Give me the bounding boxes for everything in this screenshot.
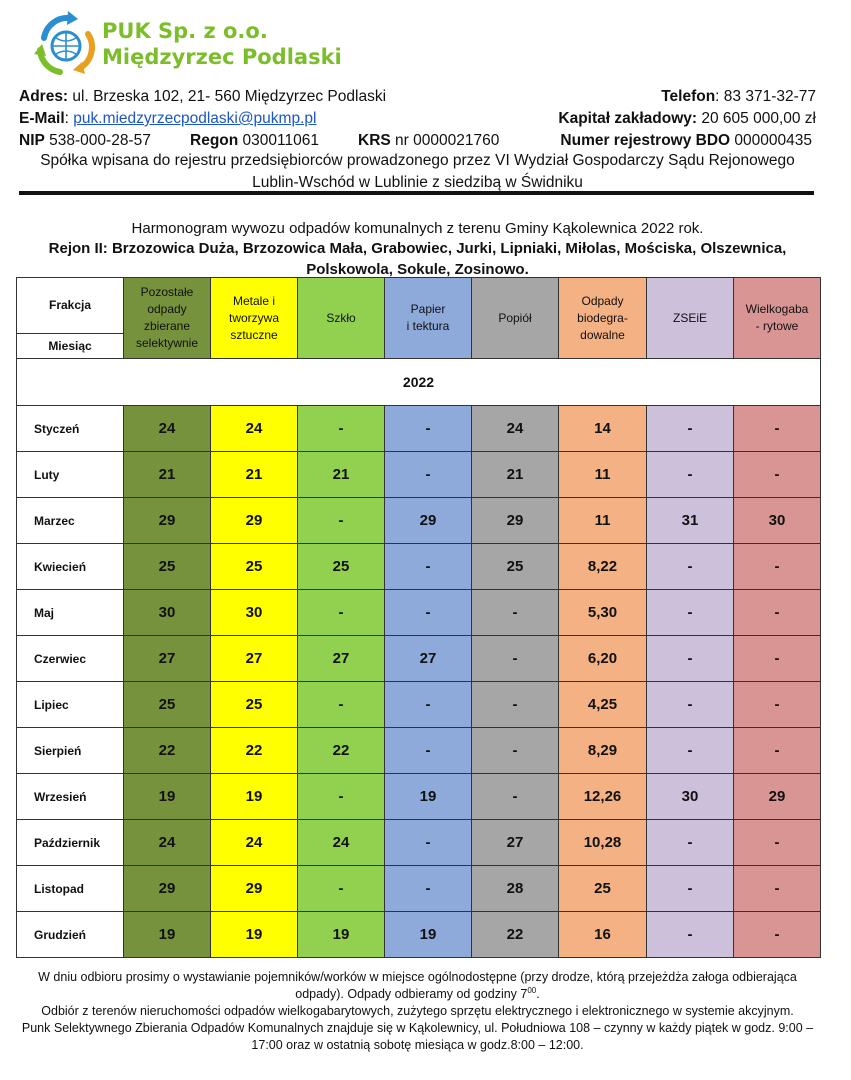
date-cell: - (647, 866, 734, 912)
col-header-zseie (647, 278, 734, 359)
date-cell: 27 (385, 636, 472, 682)
recycle-globe-icon (30, 8, 102, 80)
footer-line-4: Punk Selektywnego Zbierania Odpadów Komunalnych znajduje się w Kąkolewnicy, ul. Południowa 108 – czynny w każdy piątek w godz. 9:00 – (21, 1021, 814, 1035)
date-cell: 8,22 (559, 544, 647, 590)
table-row (17, 590, 821, 636)
date-cell: - (647, 590, 734, 636)
frakcja-label: Frakcja (17, 278, 123, 334)
date-cell: 30 (734, 498, 821, 544)
company-logo (30, 8, 360, 80)
month-cell: Sierpień (17, 728, 124, 774)
bdo-value: 000000435 (730, 132, 812, 149)
date-cell: 14 (559, 406, 647, 452)
date-cell: - (647, 452, 734, 498)
phone-value: : 83 371-32-77 (715, 88, 816, 105)
table-row (17, 406, 821, 452)
col-header-line: ZSEiE (672, 310, 707, 325)
date-cell: 24 (124, 406, 211, 452)
footer-line-2-text: odpady). Odpady odbieramy od godziny 7 (295, 987, 528, 1001)
date-cell: - (734, 682, 821, 728)
table-row (17, 866, 821, 912)
date-cell: - (472, 682, 559, 728)
address-value: ul. Brzeska 102, 21- 560 Międzyrzec Podlaski (68, 88, 387, 105)
date-cell: 29 (385, 498, 472, 544)
footer-line-2-end: . (536, 987, 540, 1001)
date-cell: - (734, 544, 821, 590)
date-cell: 29 (211, 866, 298, 912)
date-cell: 25 (298, 544, 385, 590)
month-cell: Grudzień (17, 912, 124, 958)
month-cell: Październik (17, 820, 124, 866)
miesiac-label: Miesiąc (48, 339, 92, 353)
date-cell: - (647, 682, 734, 728)
month-cell: Kwiecień (17, 544, 124, 590)
date-cell: 30 (647, 774, 734, 820)
date-cell: 22 (298, 728, 385, 774)
date-cell: - (734, 912, 821, 958)
col-header-line: zbierane (143, 319, 191, 333)
table-row (17, 452, 821, 498)
month-cell: Styczeń (17, 406, 124, 452)
registry-line-1: Spółka wpisana do rejestru przedsiębiorców prowadzonego przez VI Wydział Gospodarczy Sądu Rejonowego (40, 152, 795, 169)
regon-label: Regon (190, 132, 239, 149)
regon-value: 030011061 (238, 132, 319, 149)
date-cell: - (734, 452, 821, 498)
date-cell: 25 (211, 544, 298, 590)
date-cell: 19 (124, 774, 211, 820)
table-row (17, 728, 821, 774)
date-cell: 10,28 (559, 820, 647, 866)
date-cell: - (385, 452, 472, 498)
col-header-line: i tektura (406, 319, 450, 333)
col-header-line: biodegra- (577, 310, 628, 325)
date-cell: 22 (211, 728, 298, 774)
col-header-line: - rytowe (755, 319, 799, 333)
date-cell: - (647, 406, 734, 452)
date-cell: 12,26 (559, 774, 647, 820)
footer-notes (19, 969, 816, 1054)
date-cell: - (472, 590, 559, 636)
date-cell: 4,25 (559, 682, 647, 728)
col-header-line: selektywnie (135, 336, 199, 350)
date-cell: - (298, 774, 385, 820)
date-cell: - (647, 912, 734, 958)
date-cell: 27 (124, 636, 211, 682)
col-header-biodegradowalne (559, 278, 647, 359)
table-row (17, 912, 821, 958)
nip-value: 538-000-28-57 (44, 132, 151, 149)
date-cell: - (385, 820, 472, 866)
phone-label: Telefon (661, 88, 716, 105)
col-header-papier (385, 278, 472, 359)
table-row (17, 774, 821, 820)
address-line (19, 86, 816, 108)
date-cell: - (647, 728, 734, 774)
schedule-rows (17, 406, 821, 958)
col-header-line: dowalne (580, 327, 625, 342)
date-cell: - (647, 544, 734, 590)
region-line-2: Polskowola, Sokule, Zosinowo. (306, 261, 529, 278)
footer-hour-superscript: 00 (527, 985, 537, 995)
date-cell: 19 (211, 774, 298, 820)
date-cell: 29 (124, 866, 211, 912)
date-cell: 31 (647, 498, 734, 544)
date-cell: - (734, 866, 821, 912)
email-link[interactable]: puk.miedzyrzecpodlaski@pukmp.pl (73, 110, 317, 127)
date-cell: - (385, 728, 472, 774)
date-cell: 21 (124, 452, 211, 498)
date-cell: 29 (124, 498, 211, 544)
footer-line-1: W dniu odbioru prosimy o wystawianie pojemników/worków w miejsce ogólnodostępne (przy drodze, którą przejeżdża załoga odbierająca (38, 970, 797, 984)
date-cell: 16 (559, 912, 647, 958)
date-cell: 27 (211, 636, 298, 682)
date-cell: - (734, 820, 821, 866)
date-cell: - (734, 728, 821, 774)
date-cell: 24 (472, 406, 559, 452)
col-header-line: Popiół (498, 310, 532, 325)
table-row (17, 636, 821, 682)
date-cell: 24 (211, 406, 298, 452)
date-cell: - (385, 866, 472, 912)
date-cell: 29 (472, 498, 559, 544)
date-cell: 27 (472, 820, 559, 866)
date-cell: - (647, 636, 734, 682)
footer-line-3: Odbiór z terenów nieruchomości odpadów wielkogabarytowych, zużytego sprzętu elektrycznego i elektronicznego w systemie akcyjnym. (41, 1004, 794, 1018)
nip-label: NIP (19, 132, 45, 149)
table-row (17, 498, 821, 544)
date-cell: - (298, 498, 385, 544)
capital-value: 20 605 000,00 zł (697, 110, 816, 127)
col-header-popiol (472, 278, 559, 359)
date-cell: 30 (124, 590, 211, 636)
col-header-line: odpady (147, 302, 187, 316)
date-cell: 29 (734, 774, 821, 820)
month-cell: Lipiec (17, 682, 124, 728)
date-cell: 22 (124, 728, 211, 774)
date-cell: 19 (385, 912, 472, 958)
region-line-1: Rejon II: Brzozowica Duża, Brzozowica Mała, Grabowiec, Jurki, Lipniaki, Miłolas, Mościska, Olszewnica, (48, 240, 787, 257)
bdo-label: Numer rejestrowy BDO (560, 132, 731, 149)
date-cell: - (385, 682, 472, 728)
month-cell: Maj (17, 590, 124, 636)
date-cell: - (472, 774, 559, 820)
schedule-title: Harmonogram wywozu odpadów komunalnych z terenu Gminy Kąkolewnica 2022 rok. (131, 220, 704, 237)
month-cell: Marzec (17, 498, 124, 544)
col-header-line: Papier (410, 302, 446, 316)
date-cell: 27 (298, 636, 385, 682)
footer-line-2 (19, 986, 816, 1003)
header-divider (19, 191, 814, 195)
date-cell: - (298, 590, 385, 636)
company-city: Międzyrzec Podlaski (102, 45, 342, 69)
month-cell: Wrzesień (17, 774, 124, 820)
registry-info (19, 150, 816, 194)
date-cell: - (385, 544, 472, 590)
date-cell: - (298, 866, 385, 912)
date-cell: 22 (472, 912, 559, 958)
company-name: PUK Sp. z o.o. (102, 19, 268, 43)
col-header-metale (211, 278, 298, 359)
year-row (17, 359, 821, 406)
date-cell: 11 (559, 498, 647, 544)
date-cell: 19 (298, 912, 385, 958)
collection-schedule-table (16, 277, 821, 958)
col-header-line: Wielkogaba (745, 302, 809, 316)
date-cell: - (472, 636, 559, 682)
header-row (17, 278, 821, 359)
date-cell: 25 (559, 866, 647, 912)
col-header-line: tworzywa (228, 310, 279, 325)
month-cell: Czerwiec (17, 636, 124, 682)
date-cell: 21 (211, 452, 298, 498)
month-cell: Listopad (17, 866, 124, 912)
date-cell: 28 (472, 866, 559, 912)
date-cell: - (298, 406, 385, 452)
date-cell: 25 (124, 544, 211, 590)
date-cell: 21 (298, 452, 385, 498)
date-cell: 24 (298, 820, 385, 866)
col-header-line: Pozostałe (140, 285, 194, 299)
col-header-line: Szkło (326, 310, 356, 325)
date-cell: 19 (211, 912, 298, 958)
date-cell: - (734, 590, 821, 636)
date-cell: - (472, 728, 559, 774)
email-label: E-Mail (19, 110, 65, 127)
address-label: Adres: (19, 88, 69, 105)
date-cell: 6,20 (559, 636, 647, 682)
date-cell: 19 (124, 912, 211, 958)
date-cell: 8,29 (559, 728, 647, 774)
date-cell: 25 (124, 682, 211, 728)
col-header-pozostale (124, 278, 211, 359)
col-header-wielkogabarytowe (734, 278, 821, 359)
date-cell: 24 (124, 820, 211, 866)
registration-line (19, 130, 816, 152)
registry-line-2: Lublin-Wschód w Lublinie z siedzibą w Świdniku (252, 174, 583, 191)
footer-line-5: 17:00 oraz w ostatnią sobotę miesiąca w godz.8:00 – 12:00. (251, 1038, 584, 1052)
col-header-line: Odpady (581, 293, 624, 308)
date-cell: - (734, 406, 821, 452)
date-cell: 21 (472, 452, 559, 498)
frakcja-miesiac-cell (17, 278, 124, 359)
date-cell: - (385, 590, 472, 636)
date-cell: 25 (472, 544, 559, 590)
date-cell: - (385, 406, 472, 452)
capital-label: Kapitał zakładowy: (558, 110, 698, 127)
krs-label: KRS (358, 132, 391, 149)
date-cell: 24 (211, 820, 298, 866)
date-cell: 25 (211, 682, 298, 728)
col-header-szklo (298, 278, 385, 359)
date-cell: 29 (211, 498, 298, 544)
date-cell: 11 (559, 452, 647, 498)
table-row (17, 544, 821, 590)
date-cell: 30 (211, 590, 298, 636)
email-separator: : (64, 110, 74, 127)
krs-value: nr 0000021760 (390, 132, 500, 149)
email-line (19, 108, 816, 130)
col-header-line: sztuczne (230, 327, 278, 342)
table-row (17, 820, 821, 866)
date-cell: - (298, 682, 385, 728)
date-cell: - (647, 820, 734, 866)
col-header-line: Metale i (232, 293, 276, 308)
month-cell: Luty (17, 452, 124, 498)
table-row (17, 682, 821, 728)
date-cell: 19 (385, 774, 472, 820)
date-cell: 5,30 (559, 590, 647, 636)
date-cell: - (734, 636, 821, 682)
year-cell: 2022 (17, 359, 821, 406)
